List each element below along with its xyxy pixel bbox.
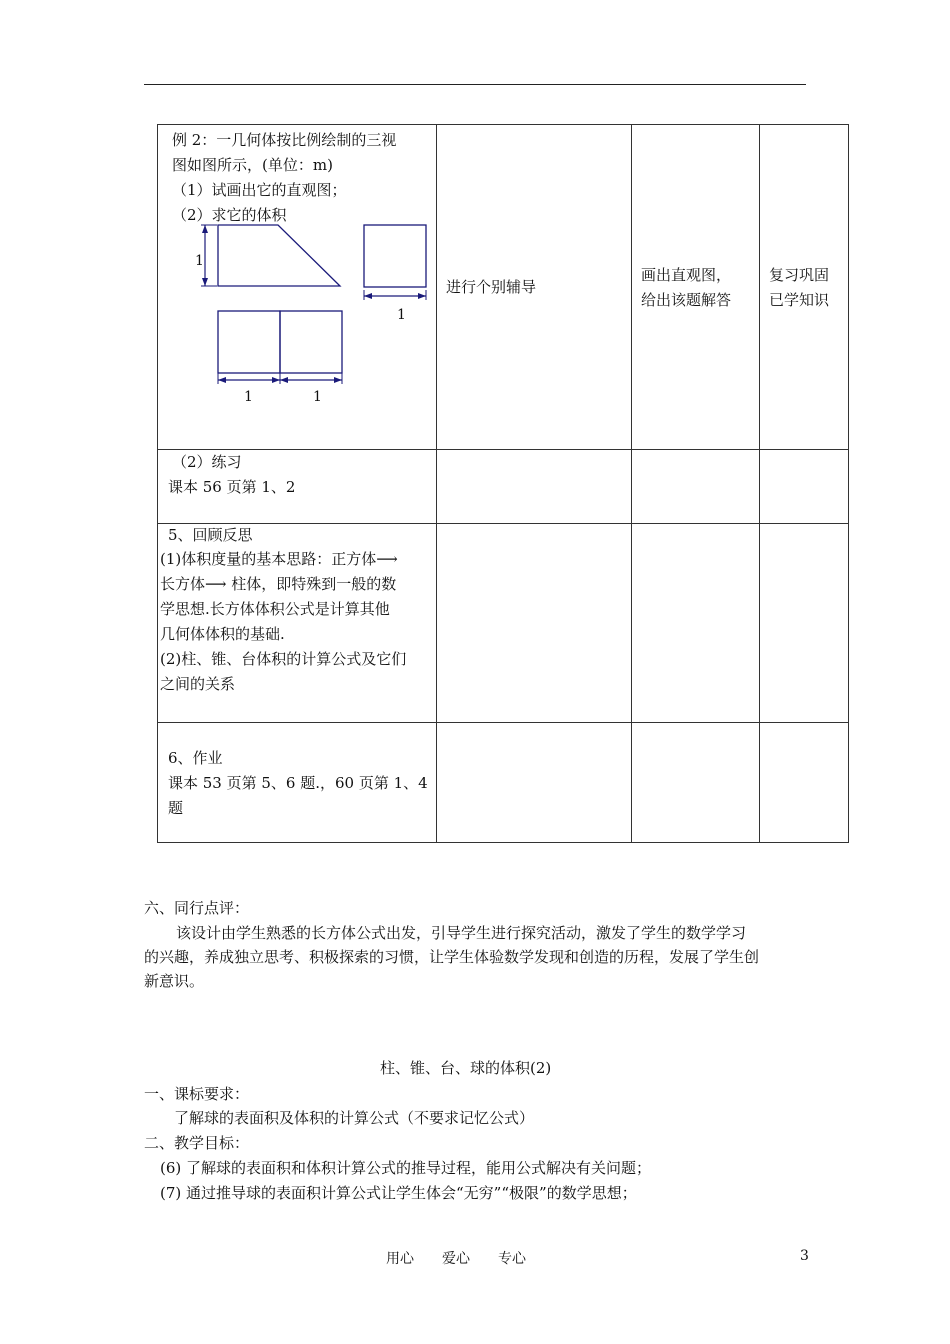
bottom-right-label: 1 xyxy=(313,389,322,405)
top-view-left-square xyxy=(218,311,280,373)
table-border xyxy=(157,449,849,450)
front-view-shape xyxy=(218,225,340,286)
reflection-line: 之间的关系 xyxy=(160,675,236,693)
table-border xyxy=(157,124,849,125)
section-heading: 二、教学目标： xyxy=(144,1134,250,1152)
page-number: 3 xyxy=(800,1248,809,1264)
table-border xyxy=(157,722,849,723)
table-border xyxy=(157,124,158,843)
section-title: 柱、锥、台、球的体积(2) xyxy=(380,1059,552,1077)
arrow-head xyxy=(272,377,280,383)
intent-line2: 已学知识 xyxy=(769,291,830,309)
arrow-head xyxy=(334,377,342,383)
homework-heading: 6、作业 xyxy=(168,749,223,767)
student-activity-line1: 画出直观图， xyxy=(641,266,732,284)
three-view-figure xyxy=(190,218,430,408)
example-title-line1: 例 2：一几何体按比例绘制的三视 xyxy=(172,131,397,149)
arrow-head xyxy=(218,377,226,383)
review-paragraph-line: 新意识。 xyxy=(144,972,205,990)
table-border xyxy=(157,842,849,843)
bottom-left-label: 1 xyxy=(244,389,253,405)
review-paragraph-line: 的兴趣，养成独立思考、积极探索的习惯，让学生体验数学发现和创造的历程，发展了学生创 xyxy=(144,948,760,966)
intent-line1: 复习巩固 xyxy=(769,266,830,284)
reflection-heading: 5、回顾反思 xyxy=(168,526,253,544)
review-paragraph-line: 该设计由学生熟悉的长方体公式出发，引导学生进行探究活动，激发了学生的数学学习 xyxy=(176,924,747,942)
practice-content: 课本 56 页第 1、2 xyxy=(168,478,296,496)
reflection-line: 几何体体积的基础. xyxy=(160,625,285,643)
arrow-head xyxy=(202,278,208,286)
goal-item: (6) 了解球的表面积和体积计算公式的推导过程，能用公式解决有关问题； xyxy=(160,1159,652,1177)
teacher-activity: 进行个别辅导 xyxy=(446,278,537,296)
height-label: 1 xyxy=(195,253,204,269)
table-border xyxy=(759,124,760,843)
arrow-head xyxy=(418,293,426,299)
student-activity-line2: 给出该题解答 xyxy=(641,291,732,309)
footer-motto: 用心 爱心 专心 xyxy=(386,1251,526,1267)
header-rule xyxy=(144,84,806,85)
section-heading: 一、课标要求： xyxy=(144,1085,250,1103)
reflection-line: (2)柱、锥、台体积的计算公式及它们 xyxy=(160,650,407,668)
reflection-line: 学思想.长方体体积公式是计算其他 xyxy=(160,600,390,618)
table-border xyxy=(631,124,632,843)
top-view-right-square xyxy=(280,311,342,373)
reflection-line: (1)体积度量的基本思路：正方体⟶ xyxy=(160,550,398,568)
table-border xyxy=(848,124,849,843)
homework-line: 题 xyxy=(168,799,184,817)
question-1: （1）试画出它的直观图； xyxy=(172,181,347,199)
arrow-head xyxy=(202,225,208,233)
question-2: （2）求它的体积 xyxy=(172,206,287,224)
side-view-shape xyxy=(364,225,426,287)
arrow-head xyxy=(364,293,372,299)
side-width-label: 1 xyxy=(397,307,406,323)
reflection-line: 长方体⟶ 柱体，即特殊到一般的数 xyxy=(160,575,397,593)
table-border xyxy=(157,523,849,524)
requirement-text: 了解球的表面积及体积的计算公式（不要求记忆公式） xyxy=(174,1109,535,1127)
review-heading: 六、同行点评： xyxy=(144,899,250,917)
table-border xyxy=(436,124,437,843)
practice-heading: （2）练习 xyxy=(172,453,242,471)
arrow-head xyxy=(280,377,288,383)
homework-line: 课本 53 页第 5、6 题.，60 页第 1、4 xyxy=(168,774,428,792)
goal-item: (7) 通过推导球的表面积计算公式让学生体会“无穷”“极限”的数学思想； xyxy=(160,1184,637,1202)
example-title-line2: 图如图所示，(单位：m) xyxy=(172,156,333,174)
